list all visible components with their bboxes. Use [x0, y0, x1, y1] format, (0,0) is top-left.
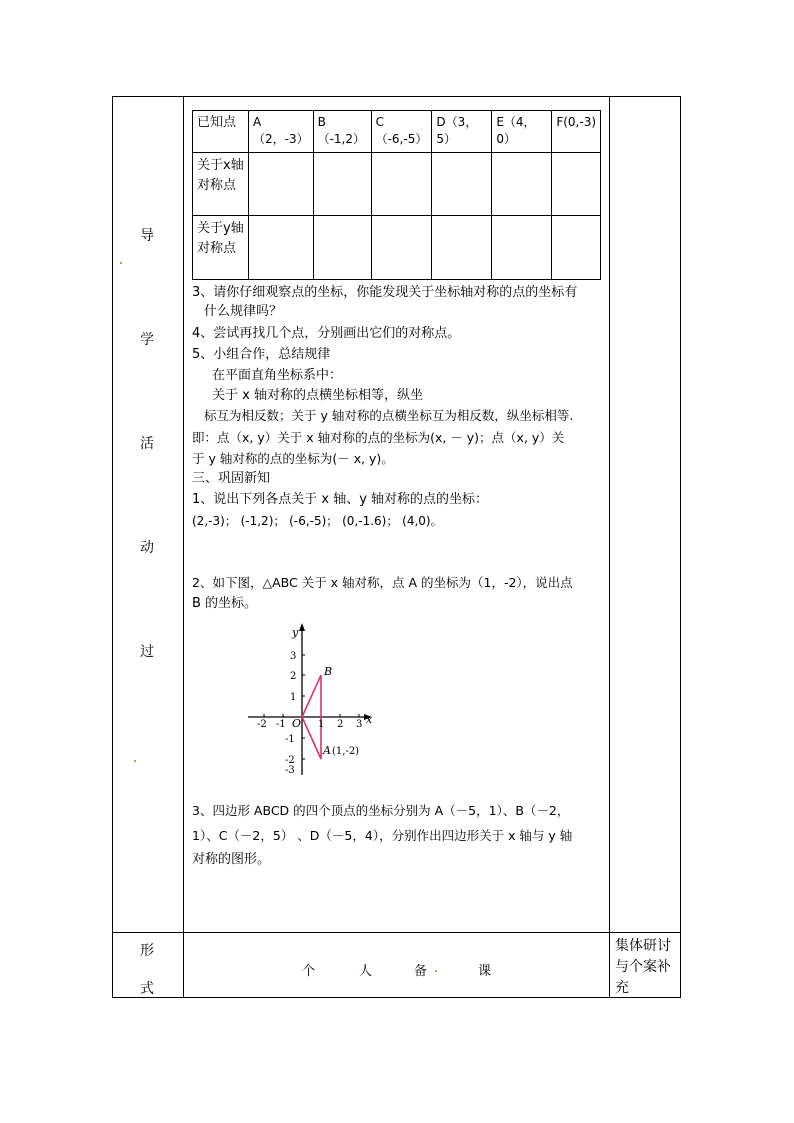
x-axis-label: x	[366, 713, 373, 726]
table-cell	[249, 153, 314, 216]
question-3-line-1: 3、请你仔细观察点的坐标，你能发现关于坐标轴对称的点的坐标有	[192, 285, 578, 300]
side-label-xue: 学	[140, 332, 154, 348]
question-5: 5、小组合作，总结规律	[192, 347, 331, 362]
table-header-cell: D（3，5）	[432, 111, 492, 153]
footer-label-shi: 式	[140, 981, 154, 997]
side-label-dong: 动	[140, 540, 154, 556]
section-3-heading: 三、巩固新知	[192, 471, 271, 486]
practice-3-line-1: 3、四边形 ABCD 的四个顶点的坐标分别为 A（－5，1）、B（－2，	[192, 803, 570, 818]
y-tick-label: 2	[290, 671, 297, 682]
table-cell	[492, 216, 552, 280]
footer-right-line: 集体研讨	[615, 938, 671, 954]
x-tick-label: -1	[276, 719, 286, 730]
table-header-cell: A（2，-3）	[249, 111, 314, 153]
table-cell	[313, 216, 371, 280]
table-cell	[432, 216, 492, 280]
column-divider-left	[183, 96, 184, 998]
footer-char: 个	[302, 964, 316, 979]
point-a-coordinate: (1,-2)	[332, 746, 360, 757]
practice-2-line-1: 2、如下图，△ABC 关于 x 轴对称，点 A 的坐标为（1，-2），说出点	[192, 575, 573, 590]
practice-1-points: (2,-3)； (-1,2)； (-6,-5)； (0,-1.6)； (4,0)。	[192, 514, 443, 528]
y-axis-arrow	[299, 623, 305, 631]
point-b-label: B	[324, 665, 333, 678]
decor-dot	[120, 262, 122, 264]
footer-divider	[112, 932, 681, 933]
table-cell	[552, 216, 601, 280]
rule-intro: 在平面直角坐标系中：	[212, 368, 343, 383]
table-header-cell: E（4，0）	[492, 111, 552, 153]
table-row	[193, 153, 601, 216]
y-tick-label: -3	[285, 765, 295, 776]
y-tick-label: 1	[290, 692, 297, 703]
footer-char: 人	[359, 964, 373, 979]
footer-label-xing: 形	[140, 943, 154, 959]
question-3-line-2: 什么规律吗？	[204, 304, 283, 319]
x-tick-label: 2	[337, 719, 344, 730]
practice-3-line-2: 1）、C（－2，5） 、D（－5，4），分别作出四边形关于 x 轴与 y 轴	[192, 828, 573, 843]
table-cell	[371, 216, 432, 280]
rule-line-4: 于 y 轴对称的点的坐标为(－ x, y)。	[192, 451, 394, 466]
table-cell	[371, 153, 432, 216]
symmetric-points-table	[192, 110, 601, 280]
side-label-dao: 导	[140, 228, 154, 244]
footer-right-note	[615, 936, 671, 999]
table-cell	[313, 153, 371, 216]
side-label-guo: 过	[140, 644, 154, 660]
rule-line-2: 标互为相反数；关于 y 轴对称的点横坐标互为相反数，纵坐标相等.	[204, 408, 574, 423]
table-header-row	[193, 111, 601, 153]
table-cell	[249, 216, 314, 280]
row-label-x-axis: 关于x轴对称点	[193, 153, 249, 216]
question-4: 4、尝试再找几个点，分别画出它们的对称点。	[192, 326, 461, 341]
side-label-huo: 活	[140, 436, 154, 452]
rule-line-1: 关于 x 轴对称的点横坐标相等，纵坐	[212, 388, 423, 403]
practice-2-line-2: B 的坐标。	[192, 596, 258, 611]
triangle-coordinate-graph	[240, 615, 380, 780]
decor-dot	[435, 970, 437, 972]
x-tick-label: 1	[318, 719, 325, 730]
origin-label: O	[292, 717, 302, 730]
practice-3-line-3: 对称的图形。	[192, 852, 271, 867]
point-a-label: A	[323, 744, 331, 757]
x-tick-label: 3	[356, 719, 363, 730]
column-divider-right	[609, 96, 610, 998]
y-tick-label: -2	[285, 755, 295, 766]
x-tick-label: -2	[257, 719, 267, 730]
row-label-y-axis: 关于y轴对称点	[193, 216, 249, 280]
footer-char: 备	[414, 964, 428, 979]
practice-1: 1、说出下列各点关于 x 轴、y 轴对称的点的坐标：	[192, 492, 489, 507]
table-cell	[432, 153, 492, 216]
table-cell	[552, 153, 601, 216]
decor-dot	[134, 760, 136, 762]
y-axis-label: y	[292, 626, 299, 639]
table-header-cell: 已知点	[193, 111, 249, 153]
rule-line-3: 即：点（x, y）关于 x 轴对称的点的坐标为(x, － y)；点（x, y）关	[192, 430, 565, 445]
y-tick-label: 3	[290, 651, 297, 662]
footer-char: 课	[478, 964, 492, 979]
footer-right-line: 与个案补	[615, 959, 671, 975]
table-header-cell: C（-6,-5）	[371, 111, 432, 153]
table-header-cell: F(0,-3)	[552, 111, 601, 153]
table-row	[193, 216, 601, 280]
table-header-cell: B（-1,2）	[313, 111, 371, 153]
footer-right-line: 充	[615, 980, 629, 996]
y-tick-label: -1	[285, 734, 295, 745]
table-cell	[492, 153, 552, 216]
